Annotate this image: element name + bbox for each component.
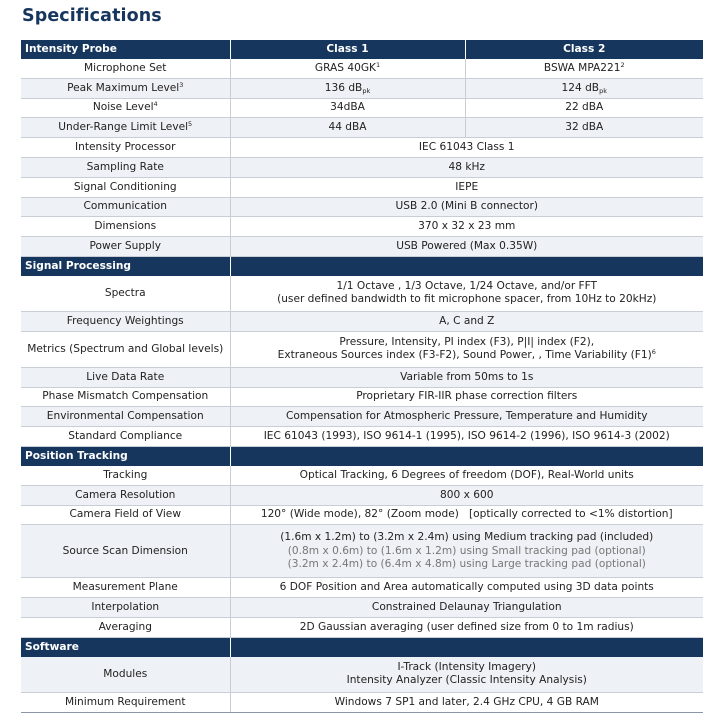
footnote-marker: 1 <box>375 60 381 69</box>
value-text: 136 dB <box>324 81 363 94</box>
table-row-frequency-weightings <box>21 311 703 331</box>
row-label: Metrics (Spectrum and Global levels) <box>21 331 230 367</box>
row-value: Optical Tracking, 6 Degrees of freedom (DOF), Real-World units <box>230 466 703 485</box>
section-title: Position Tracking <box>21 446 230 466</box>
row-label: Standard Compliance <box>21 427 230 447</box>
value-text: Extraneous Sources index (F3-F2), Sound Power, , Time Variability (F1) <box>277 349 652 362</box>
value-line: 1/1 Octave , 1/3 Octave, 1/24 Octave, and/or FFT <box>336 280 598 293</box>
row-label: Intensity Processor <box>21 138 230 158</box>
row-value: Constrained Delaunay Triangulation <box>230 598 703 618</box>
table-row-camera-field-of-view <box>21 505 703 525</box>
section-header-position-tracking <box>21 446 703 466</box>
specifications-table <box>21 40 703 713</box>
table-row-interpolation <box>21 598 703 618</box>
row-label: Tracking <box>21 466 230 485</box>
class-1-value <box>230 59 465 78</box>
row-label: Power Supply <box>21 237 230 257</box>
row-value: USB 2.0 (Mini B connector) <box>230 197 703 217</box>
value-line-optional: (3.2m x 2.4m) to (6.4m x 4.8m) using Large tracking pad (optional) <box>287 557 646 570</box>
row-label: Modules <box>21 657 230 693</box>
row-label: Communication <box>21 197 230 217</box>
value-line: (1.6m x 1.2m) to (3.2m x 2.4m) using Medium tracking pad (included) <box>280 531 654 544</box>
section-header-fill <box>230 637 703 657</box>
row-value <box>230 331 703 367</box>
unit-subscript: pk <box>362 86 371 95</box>
class-2-value: 32 dBA <box>465 118 703 138</box>
row-value: IEPE <box>230 177 703 197</box>
table-row-standard-compliance <box>21 427 703 447</box>
table-row-phase-mismatch-compensation <box>21 387 703 407</box>
row-label: Frequency Weightings <box>21 311 230 331</box>
table-row-camera-resolution <box>21 485 703 505</box>
table-row-sampling-rate <box>21 157 703 177</box>
table-row-environmental-compensation <box>21 407 703 427</box>
row-value: USB Powered (Max 0.35W) <box>230 237 703 257</box>
class-2-value <box>465 59 703 78</box>
table-row-averaging <box>21 617 703 637</box>
row-value: Windows 7 SP1 and later, 2.4 GHz CPU, 4 GB RAM <box>230 692 703 712</box>
row-value: A, C and Z <box>230 311 703 331</box>
unit-subscript: pk <box>599 86 607 95</box>
row-label: Live Data Rate <box>21 367 230 387</box>
section-header-fill <box>230 446 703 466</box>
table-row-signal-conditioning <box>21 177 703 197</box>
value-text: BSWA MPA221 <box>543 61 621 74</box>
row-label: Averaging <box>21 617 230 637</box>
table-row-peak-maximum-level <box>21 78 703 98</box>
row-label <box>21 118 230 138</box>
value-line: (user defined bandwidth to fit microphone spacer, from 10Hz to 20kHz) <box>277 293 657 306</box>
value-text: 124 dB <box>561 81 600 94</box>
row-label: Interpolation <box>21 598 230 618</box>
value-line: Intensity Analyzer (Classic Intensity Analysis) <box>346 674 587 687</box>
row-label: Phase Mismatch Compensation <box>21 387 230 407</box>
label-text: Noise Level <box>92 101 154 114</box>
value-line: I-Track (Intensity Imagery) <box>397 661 537 673</box>
value-text: GRAS 40GK <box>314 61 376 74</box>
table-row-source-scan-dimension <box>21 525 703 578</box>
section-title: Software <box>21 637 230 657</box>
footnote-marker: 5 <box>188 120 193 129</box>
table-row-communication <box>21 197 703 217</box>
class-1-value: 44 dBA <box>230 118 465 138</box>
row-value: IEC 61043 (1993), ISO 9614-1 (1995), ISO 9614-2 (1996), ISO 9614-3 (2002) <box>230 427 703 447</box>
section-header-fill <box>230 256 703 276</box>
row-value <box>230 525 703 578</box>
table-row-noise-level <box>21 98 703 118</box>
class-1-value <box>230 78 465 98</box>
row-value: 2D Gaussian averaging (user defined size from 0 to 1m radius) <box>230 617 703 637</box>
label-text: Peak Maximum Level <box>67 81 180 94</box>
table-row-microphone-set <box>21 59 703 78</box>
table-row-under-range-limit-level <box>21 118 703 138</box>
column-header-class-2: Class 2 <box>465 40 703 59</box>
section-header-software <box>21 637 703 657</box>
row-label: Dimensions <box>21 217 230 237</box>
class-2-value: 22 dBA <box>465 98 703 118</box>
row-value: Variable from 50ms to 1s <box>230 367 703 387</box>
row-value: 120° (Wide mode), 82° (Zoom mode) [optically corrected to <1% distortion] <box>230 505 703 525</box>
page-title: Specifications <box>22 6 162 26</box>
value-line <box>234 349 701 362</box>
row-label: Minimum Requirement <box>21 692 230 712</box>
row-value: 370 x 32 x 23 mm <box>230 217 703 237</box>
table-row-intensity-processor <box>21 138 703 158</box>
class-2-value <box>465 78 703 98</box>
row-label: Measurement Plane <box>21 578 230 598</box>
table-row-dimensions <box>21 217 703 237</box>
row-value: 6 DOF Position and Area automatically computed using 3D data points <box>230 578 703 598</box>
footnote-marker: 3 <box>179 80 184 89</box>
column-header-class-1: Class 1 <box>230 40 465 59</box>
section-header-intensity-probe <box>21 40 703 59</box>
row-value <box>230 657 703 693</box>
row-label: Environmental Compensation <box>21 407 230 427</box>
row-label <box>21 98 230 118</box>
row-value: 800 x 600 <box>230 485 703 505</box>
row-value: 48 kHz <box>230 157 703 177</box>
row-label: Signal Conditioning <box>21 177 230 197</box>
row-label: Camera Resolution <box>21 485 230 505</box>
table-row-power-supply <box>21 237 703 257</box>
row-value: Compensation for Atmospheric Pressure, Temperature and Humidity <box>230 407 703 427</box>
footnote-marker: 4 <box>153 100 158 109</box>
table-row-metrics <box>21 331 703 367</box>
section-title: Signal Processing <box>21 256 230 276</box>
row-value <box>230 276 703 312</box>
row-value: IEC 61043 Class 1 <box>230 138 703 158</box>
table-row-minimum-requirement <box>21 692 703 712</box>
row-label: Microphone Set <box>21 59 230 78</box>
class-1-value: 34dBA <box>230 98 465 118</box>
section-header-signal-processing <box>21 256 703 276</box>
row-label <box>21 78 230 98</box>
footnote-marker: 6 <box>651 348 656 357</box>
section-title: Intensity Probe <box>21 40 230 59</box>
table-row-measurement-plane <box>21 578 703 598</box>
table-row-modules <box>21 657 703 693</box>
row-label: Spectra <box>21 276 230 312</box>
value-line: Pressure, Intensity, PI index (F3), P|I| index (F2), <box>339 336 595 349</box>
row-label: Sampling Rate <box>21 157 230 177</box>
table-row-spectra <box>21 276 703 312</box>
row-label: Source Scan Dimension <box>21 525 230 578</box>
label-text: Under-Range Limit Level <box>58 121 189 134</box>
table-row-live-data-rate <box>21 367 703 387</box>
value-line-optional: (0.8m x 0.6m) to (1.6m x 1.2m) using Small tracking pad (optional) <box>287 544 646 557</box>
row-value: Proprietary FIR-IIR phase correction filters <box>230 387 703 407</box>
table-row-tracking <box>21 466 703 485</box>
row-label: Camera Field of View <box>21 505 230 525</box>
footnote-marker: 2 <box>620 60 625 69</box>
